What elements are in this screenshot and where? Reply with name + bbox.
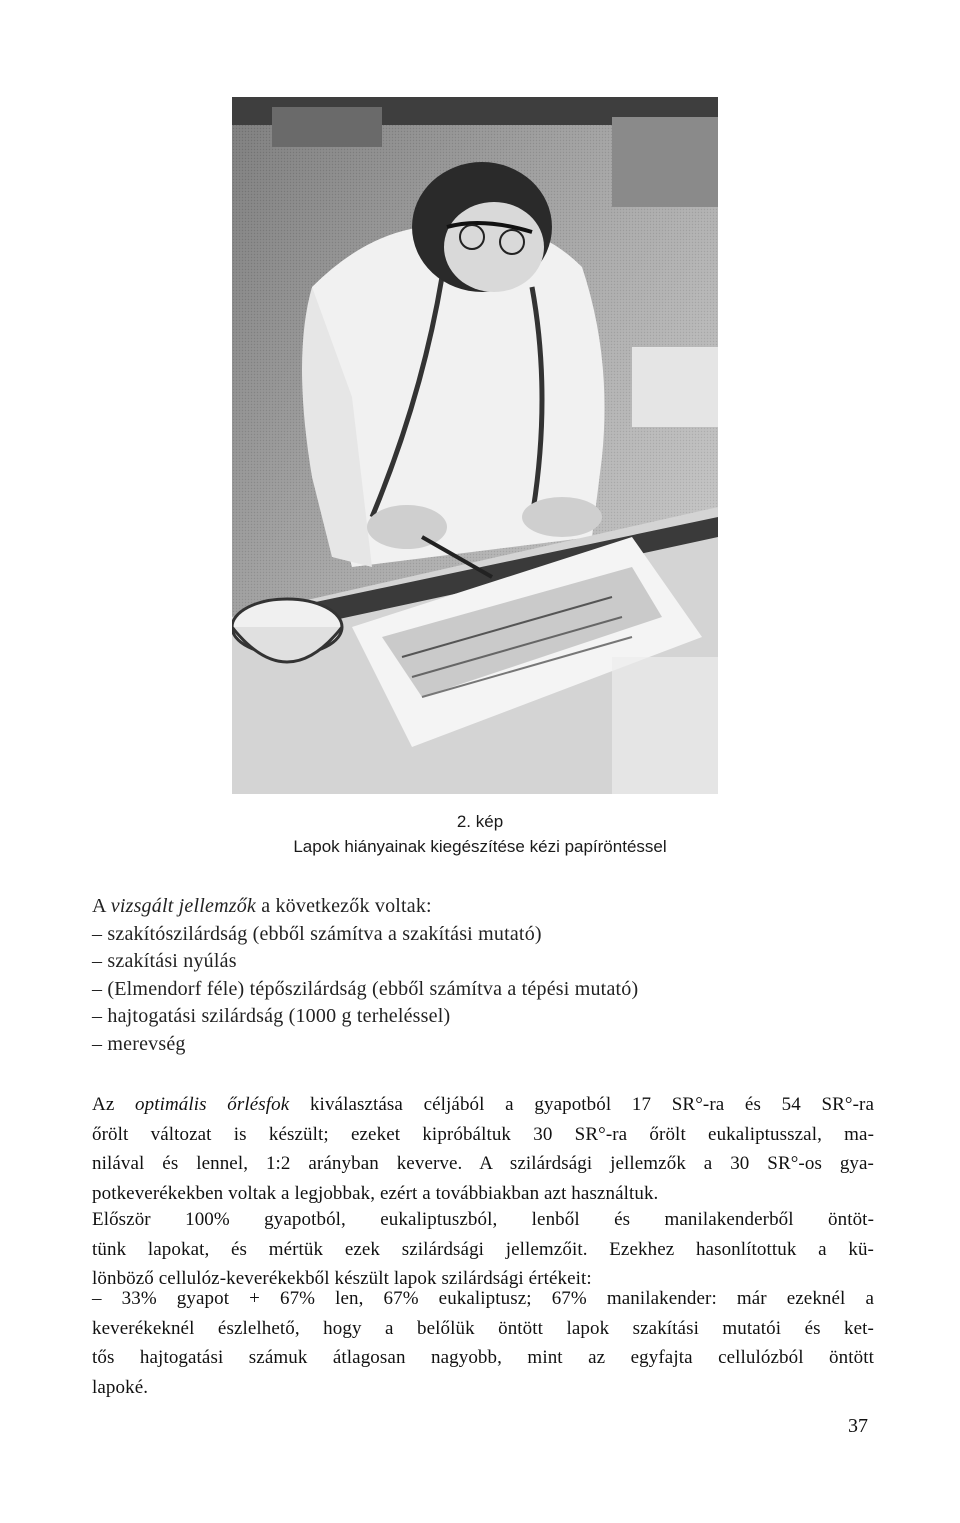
list-item: – hajtogatási szilárdság (1000 g terheléssel) xyxy=(92,1005,451,1028)
list-item: – szakítószilárdság (ebből számítva a szakítási mutató) xyxy=(92,922,542,945)
paragraph-mixtures xyxy=(92,1284,874,1402)
photograph xyxy=(232,97,718,794)
text-line: lönböző cellulóz-keverékekből készült lapok szilárdsági értékeit: xyxy=(92,1268,592,1290)
page-number: 37 xyxy=(848,1415,868,1437)
text-line: Az optimális őrlésfok kiválasztása céljából a gyapotból 17 SR°-ra és 54 SR°-ra xyxy=(92,1094,874,1115)
list-intro: A vizsgált jellemzők a következők voltak: xyxy=(92,895,432,917)
text-line: nilával és lennel, 1:2 arányban keverve. A szilárdsági jellemzők a 30 SR°-os gya- xyxy=(92,1153,874,1175)
text-line: tünk lapokat, és mértük ezek szilárdsági jellemzőit. Ezekhez hasonlítottuk a kü- xyxy=(92,1238,874,1260)
list-item: – (Elmendorf féle) tépőszilárdság (ebből számítva a tépési mutató) xyxy=(92,977,639,1000)
paragraph-first-sheets xyxy=(92,1205,874,1294)
caption-title: Lapok hiányainak kiegészítése kézi papíröntéssel xyxy=(293,837,667,856)
emphasis: optimális őrlésfok xyxy=(135,1094,290,1115)
photo-paper-restoration-icon xyxy=(232,97,718,794)
list-item: – merevség xyxy=(92,1032,186,1055)
emphasis: vizsgált jellemzők xyxy=(110,895,256,917)
characteristics-list xyxy=(92,893,874,1059)
caption-number: 2. kép xyxy=(456,812,504,831)
text-line: – 33% gyapot + 67% len, 67% eukaliptusz; 67% manilakender: már ezeknél a xyxy=(92,1288,874,1309)
text-line: keverékeknél észlelhető, hogy a belőlük öntött lapok szakítási mutatói és ket- xyxy=(92,1317,874,1339)
text-line: potkeverékekben voltak a legjobbak, ezért a továbbiakban azt használtuk. xyxy=(92,1182,659,1204)
text-line: tős hajtogatási számuk átlagosan nagyobb, mint az egyfajta cellulózból öntött xyxy=(92,1347,874,1369)
text-line: lapoké. xyxy=(92,1376,149,1398)
text-line: őrölt változat is készült; ezeket kipróbáltuk 30 SR°-ra őrölt eukaliptusszal, ma- xyxy=(92,1123,874,1145)
list-item: – szakítási nyúlás xyxy=(92,950,237,973)
text-line: Először 100% gyapotból, eukaliptuszból, lenből és manilakenderből öntöt- xyxy=(92,1209,874,1230)
paragraph-optimal-grinding xyxy=(92,1090,874,1208)
